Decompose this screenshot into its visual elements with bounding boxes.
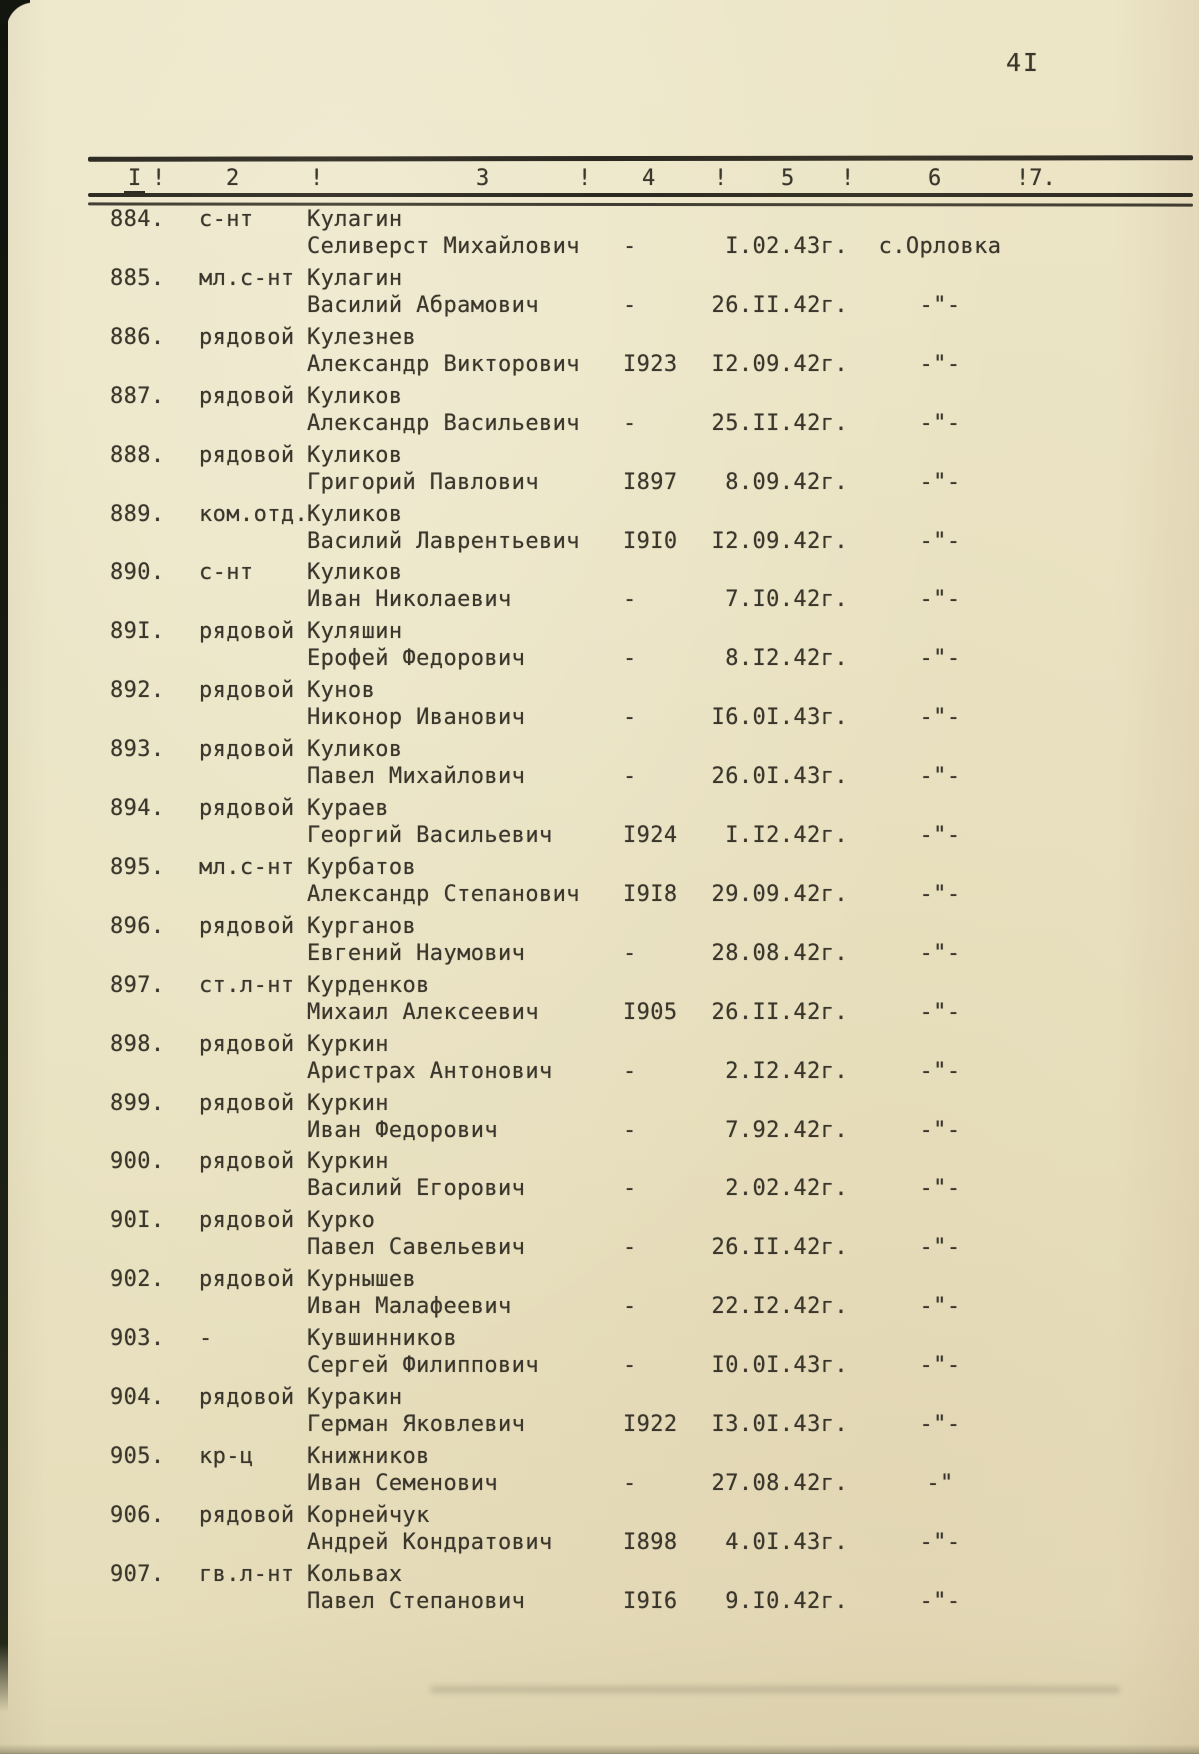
row-surname: Книжников [307,1443,430,1469]
row-given-name: Михаил Алексеевич [307,999,539,1025]
row-rank: рядовой [199,1149,295,1175]
row-place: -"- [919,351,961,377]
row-place: -"- [919,1529,961,1555]
row-rank: рядовой [199,619,295,645]
row-place: -"- [919,1235,961,1261]
row-birth-year: - [623,1058,637,1084]
row-surname: Куркин [307,1090,389,1116]
row-date: 9.I0.42г. [725,1588,848,1614]
row-given-name: Иван Малафеевич [307,1294,512,1320]
row-surname: Куркин [307,1031,389,1057]
row-date: 26.0I.43г. [711,764,848,790]
row-birth-year: - [623,1353,637,1379]
row-date: I0.0I.43г. [711,1353,848,1379]
row-surname: Курко [307,1208,376,1234]
row-birth-year: - [623,587,637,613]
row-given-name: Иван Федорович [307,1117,499,1143]
table-row [0,502,1199,561]
row-place: -"- [919,1412,961,1437]
row-number: 89I. [110,619,165,645]
header-col-7: !7. [1016,166,1056,191]
row-given-name: Василий Лаврентьевич [307,528,580,554]
header-sep: ! [310,166,324,191]
row-given-name: Григорий Павлович [307,469,539,495]
row-date: I.02.43г. [725,234,848,259]
table-row [0,1149,1199,1208]
row-date: 22.I2.42г. [711,1294,848,1320]
row-place: -"- [919,1353,961,1379]
row-rank: рядовой [199,1031,295,1057]
table-row [0,266,1199,325]
row-birth-year: I898 [623,1529,678,1555]
row-number: 893. [110,737,165,763]
row-number: 902. [110,1267,165,1293]
header-col-6: 6 [928,166,942,191]
row-given-name: Евгений Наумович [307,940,526,966]
row-date: 2.02.42г. [725,1176,848,1202]
row-given-name: Василий Егорович [307,1176,526,1202]
row-date: I3.0I.43г. [711,1412,848,1437]
row-date: 28.08.42г. [711,940,848,966]
row-number: 892. [110,678,165,704]
row-number: 894. [110,796,165,821]
row-date: 7.92.42г. [725,1117,848,1143]
table-row [0,1267,1199,1326]
row-rank: рядовой [199,1267,295,1293]
row-surname: Куликов [307,560,403,586]
row-rank: рядовой [199,737,295,763]
table-row [0,973,1199,1032]
row-birth-year: I922 [623,1412,678,1437]
row-place: -"- [919,410,961,436]
row-rank: ком.отд. [199,501,309,527]
row-date: 4.0I.43г. [725,1529,848,1555]
table-row [0,1385,1199,1444]
row-date: I6.0I.43г. [711,705,848,731]
row-given-name: Иван Семенович [307,1470,499,1496]
row-place: -"- [919,292,961,318]
row-given-name: Павел Михайлович [307,764,526,790]
row-birth-year: - [623,1176,637,1202]
row-place: -"- [919,999,961,1025]
row-place: -"- [919,1117,961,1143]
row-rank: - [199,1326,213,1352]
row-place: с.Орловка [878,234,1002,259]
row-given-name: Аристрах Антонович [307,1058,553,1084]
row-rank: рядовой [199,678,295,704]
row-surname: Куркин [307,1149,389,1175]
row-date: 8.I2.42г. [725,646,848,672]
table-row [0,855,1199,914]
row-rank: рядовой [199,796,295,821]
row-number: 887. [110,383,165,409]
row-number: 890. [110,560,165,586]
row-place: -" [926,1470,954,1496]
row-place: -"- [919,1176,961,1202]
row-number: 898. [110,1031,165,1057]
row-given-name: Александр Викторович [307,351,580,377]
row-birth-year: - [623,1235,637,1261]
row-date: 2.I2.42г. [725,1058,848,1084]
row-birth-year: - [623,705,637,731]
table-row [0,1208,1199,1267]
row-date: 25.II.42г. [711,410,848,436]
row-number: 888. [110,442,165,468]
row-date: 26.II.42г. [711,999,848,1025]
header-col-1: I [124,166,145,193]
row-place: -"- [919,705,961,731]
table-row [0,1091,1199,1150]
table-row [0,325,1199,384]
row-birth-year: I897 [623,469,678,495]
header-col-2: 2 [226,166,240,191]
row-rank: рядовой [199,1502,295,1528]
table-row [0,384,1199,443]
table-row [0,1032,1199,1091]
row-rank: рядовой [199,383,295,409]
row-place: -"- [919,646,961,672]
row-number: 907. [110,1561,165,1587]
row-place: -"- [919,881,961,907]
row-surname: Корнейчук [307,1502,430,1528]
row-surname: Куликов [307,442,403,468]
header-sep: ! [841,166,855,191]
row-date: 26.II.42г. [711,292,848,318]
row-given-name: Павел Степанович [307,1588,526,1614]
row-place: -"- [919,469,961,495]
table-row [0,1562,1199,1621]
row-birth-year: I9I6 [623,1588,678,1614]
page-number: 4I [1006,48,1041,77]
row-date: 8.09.42г. [725,469,848,495]
row-number: 905. [110,1443,165,1469]
row-place: -"- [919,587,961,613]
row-surname: Кулагин [307,207,403,232]
row-rank: мл.с-нт [199,854,295,880]
row-place: -"- [919,528,961,554]
row-birth-year: I923 [623,351,678,377]
row-surname: Курденков [307,972,430,998]
row-rank: ст.л-нт [199,972,295,998]
row-place: -"- [919,1588,961,1614]
row-number: 889. [110,501,165,527]
row-rank: рядовой [199,1090,295,1116]
row-rank: гв.л-нт [199,1561,295,1587]
row-birth-year: I9I0 [623,528,678,554]
row-date: I.I2.42г. [725,823,848,848]
row-birth-year: - [623,940,637,966]
row-birth-year: - [623,646,637,672]
row-surname: Кольвах [307,1561,403,1587]
row-given-name: Ерофей Федорович [307,646,526,672]
row-surname: Кулезнев [307,324,417,350]
table-row [0,914,1199,973]
table-row [0,207,1199,266]
row-number: 900. [110,1149,165,1175]
row-place: -"- [919,1294,961,1320]
row-rank: с-нт [199,560,254,586]
row-place: -"- [919,823,961,848]
row-birth-year: I924 [623,823,678,848]
header-col-3: 3 [476,166,490,191]
row-surname: Кунов [307,678,376,704]
row-number: 886. [110,324,165,350]
row-rank: рядовой [199,913,295,939]
row-given-name: Селиверст Михайлович [307,234,580,259]
row-number: 896. [110,913,165,939]
row-number: 885. [110,265,165,291]
table-row [0,443,1199,502]
row-given-name: Сергей Филиппович [307,1353,539,1379]
row-number: 884. [110,207,165,232]
row-date: I2.09.42г. [711,528,848,554]
table-row [0,796,1199,855]
row-surname: Куликов [307,501,403,527]
row-birth-year: - [623,764,637,790]
row-date: 7.I0.42г. [725,587,848,613]
row-birth-year: I905 [623,999,678,1025]
row-surname: Курнышев [307,1267,417,1293]
row-given-name: Герман Яковлевич [307,1412,526,1437]
row-rank: рядовой [199,1208,295,1234]
row-place: -"- [919,764,961,790]
row-rank: рядовой [199,1385,295,1410]
row-date: I2.09.42г. [711,351,848,377]
table-row [0,619,1199,678]
row-number: 895. [110,854,165,880]
header-sep: ! [152,166,166,191]
row-birth-year: - [623,1294,637,1320]
row-given-name: Георгий Васильевич [307,823,553,848]
row-birth-year: I9I8 [623,881,678,907]
row-birth-year: - [623,292,637,318]
row-given-name: Василий Абрамович [307,292,539,318]
row-birth-year: - [623,1470,637,1496]
row-number: 906. [110,1502,165,1528]
row-rank: кр-ц [199,1443,254,1469]
row-surname: Куликов [307,737,403,763]
row-given-name: Иван Николаевич [307,587,512,613]
table-row [0,1326,1199,1385]
header-col-4: 4 [642,166,656,191]
row-date: 29.09.42г. [711,881,848,907]
row-rank: с-нт [199,207,254,232]
row-number: 897. [110,972,165,998]
table-row [0,1444,1199,1503]
row-birth-year: - [623,410,637,436]
header-col-5: 5 [781,166,795,191]
table-row [0,1503,1199,1562]
row-rank: рядовой [199,442,295,468]
row-surname: Курганов [307,913,417,939]
row-birth-year: - [623,1117,637,1143]
row-date: 26.II.42г. [711,1235,848,1261]
row-place: -"- [919,1058,961,1084]
row-birth-year: - [623,234,637,259]
table-row [0,678,1199,737]
row-surname: Куликов [307,383,403,409]
row-given-name: Александр Васильевич [307,410,580,436]
row-rank: рядовой [199,324,295,350]
row-number: 90I. [110,1208,165,1234]
row-surname: Куракин [307,1385,403,1410]
row-rank: мл.с-нт [199,265,295,291]
row-given-name: Александр Степанович [307,881,580,907]
row-surname: Кураев [307,796,389,821]
header-sep: ! [578,166,592,191]
row-surname: Кулагин [307,265,403,291]
row-surname: Кувшинников [307,1326,458,1352]
row-given-name: Андрей Кондратович [307,1529,553,1555]
row-number: 903. [110,1326,165,1352]
row-given-name: Павел Савельевич [307,1235,526,1261]
row-given-name: Никонор Иванович [307,705,526,731]
row-number: 899. [110,1090,165,1116]
row-surname: Курбатов [307,854,417,880]
table-row [0,560,1199,619]
row-place: -"- [919,940,961,966]
table-row [0,737,1199,796]
row-surname: Куляшин [307,619,403,645]
row-date: 27.08.42г. [711,1470,848,1496]
header-sep: ! [714,166,728,191]
row-number: 904. [110,1385,165,1410]
